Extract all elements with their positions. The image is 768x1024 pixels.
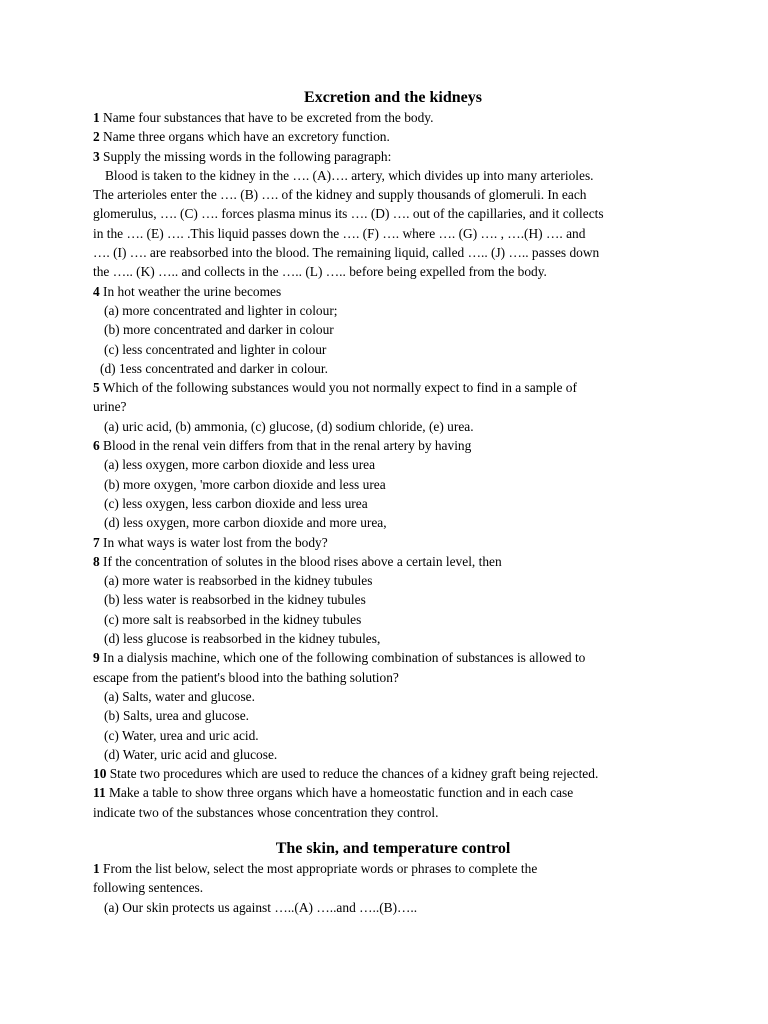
question-number: 8 (93, 553, 100, 569)
option: (b) more oxygen, 'more carbon dioxide and less urea (104, 476, 386, 492)
question-1 (93, 859, 693, 878)
question-number: 1 (93, 110, 100, 125)
question-text-continued: following sentences. (93, 880, 204, 896)
question-text: State two procedures which are used to reduce the chances of a kidney graft being rejected. (106, 766, 599, 782)
paragraph-line: …. (I) …. are reabsorbed into the blood. The remaining liquid, called ….. (J) ….. passes down (93, 245, 600, 261)
document-page (93, 88, 693, 917)
question-11 (93, 783, 693, 802)
question-text: Name three organs which have an excretory function. (99, 129, 390, 145)
option: (d) less oxygen, more carbon dioxide and more urea, (104, 515, 387, 531)
question-10 (93, 764, 693, 783)
option: (a) Salts, water and glucose. (104, 688, 255, 704)
option: (b) more concentrated and darker in colour (104, 322, 334, 338)
question-text: In hot weather the urine becomes (99, 283, 282, 299)
question-number: 11 (93, 785, 106, 801)
question-text: Name four substances that have to be excreted from the body. (99, 110, 434, 125)
option: (d) Water, uric acid and glucose. (104, 746, 278, 762)
question-text: In a dialysis machine, which one of the following combination of substances is allowed to (99, 650, 586, 666)
paragraph-line: The arterioles enter the …. (B) …. of the kidney and supply thousands of glomeruli. In each (93, 187, 587, 203)
question-3 (93, 147, 693, 166)
option: (a) Our skin protects us against …..(A) …..and …..(B)….. (104, 899, 418, 915)
question-6 (93, 436, 693, 455)
option: (a) less oxygen, more carbon dioxide and less urea (104, 457, 376, 473)
question-text: In what ways is water lost from the body? (99, 534, 328, 550)
question-text: From the list below, select the most appropriate words or phrases to complete the (99, 860, 538, 876)
question-text: Make a table to show three organs which have a homeostatic function and in each case (105, 785, 574, 801)
question-text-continued: urine? (93, 399, 127, 415)
option: (d) less glucose is reabsorbed in the kidney tubules, (104, 631, 381, 647)
question-number: 3 (93, 148, 100, 164)
question-1 (93, 108, 693, 127)
question-text: Supply the missing words in the following paragraph: (99, 148, 392, 164)
question-text: Which of the following substances would you not normally expect to find in a sample of (99, 380, 577, 396)
option: (a) more concentrated and lighter in colour; (104, 302, 338, 318)
option: (c) Water, urea and uric acid. (104, 727, 259, 743)
option: (a) uric acid, (b) ammonia, (c) glucose, (d) sodium chloride, (e) urea. (104, 418, 474, 434)
option: (c) more salt is reabsorbed in the kidney tubules (104, 611, 362, 627)
question-number: 4 (93, 283, 100, 299)
option: (b) less water is reabsorbed in the kidney tubules (104, 592, 366, 608)
question-4 (93, 282, 693, 301)
paragraph-line: the ….. (K) ….. and collects in the ….. (L) ….. before being expelled from the body. (93, 264, 547, 280)
question-text-continued: indicate two of the substances whose concentration they control. (93, 804, 439, 820)
section-title-skin: The skin, and temperature control (275, 839, 511, 857)
question-text-continued: escape from the patient's blood into the bathing solution? (93, 669, 399, 685)
question-number: 6 (93, 438, 100, 454)
question-text: Blood in the renal vein differs from that in the renal artery by having (99, 438, 472, 454)
section-gap (93, 822, 693, 839)
question-2 (93, 127, 693, 146)
question-8 (93, 552, 693, 571)
section-title-excretion: Excretion and the kidneys (304, 89, 482, 106)
question-9 (93, 648, 693, 667)
option: (d) 1ess concentrated and darker in colour. (100, 360, 328, 376)
option: (b) Salts, urea and glucose. (104, 708, 250, 724)
option: (c) less concentrated and lighter in colour (104, 341, 327, 357)
question-number: 2 (93, 129, 100, 145)
question-number: 5 (93, 380, 100, 396)
paragraph-line: in the …. (E) …. .This liquid passes down the …. (F) …. where …. (G) …. , ….(H) …. and (93, 225, 586, 241)
question-number: 1 (93, 860, 100, 876)
question-7 (93, 533, 693, 552)
question-number: 9 (93, 650, 100, 666)
paragraph-line: Blood is taken to the kidney in the …. (A)…. artery, which divides up into many arterioles. (105, 167, 594, 183)
question-text: If the concentration of solutes in the blood rises above a certain level, then (99, 553, 502, 569)
question-number: 10 (93, 766, 107, 782)
question-number: 7 (93, 534, 100, 550)
paragraph-line: glomerulus, …. (C) …. forces plasma minus its …. (D) …. out of the capillaries, and it collects (93, 206, 604, 222)
option: (a) more water is reabsorbed in the kidney tubules (104, 573, 373, 589)
question-5 (93, 378, 693, 397)
option: (c) less oxygen, less carbon dioxide and less urea (104, 495, 368, 511)
